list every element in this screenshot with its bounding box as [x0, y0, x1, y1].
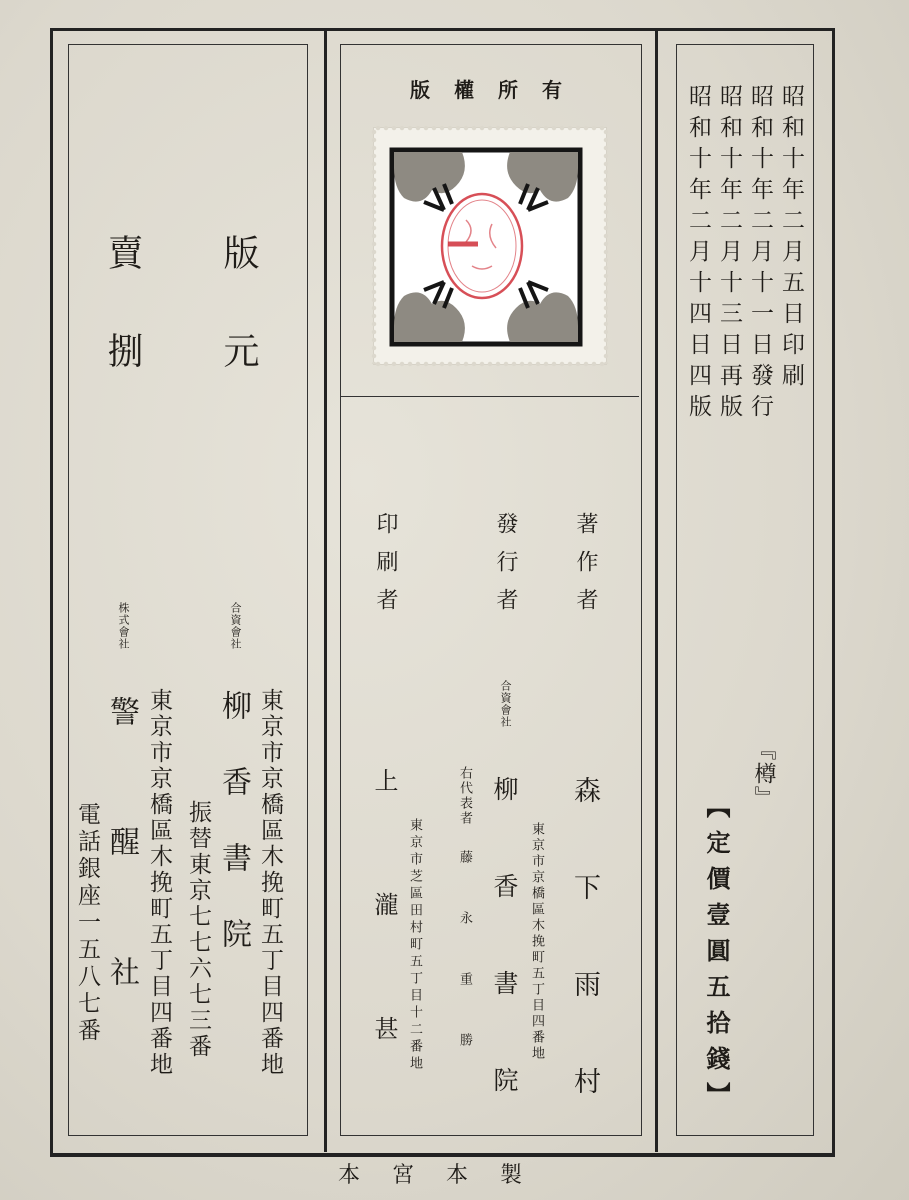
issuer-type: 合資會社	[499, 680, 512, 728]
issuer-label: 發行者	[493, 512, 518, 626]
issue-date-1: 昭和十年二月五日印刷	[778, 84, 804, 394]
issue-date-2: 昭和十年二月十一日發行	[747, 84, 773, 425]
printer-address: 東京市芝區田村町五丁目十二番地	[407, 818, 422, 1073]
publisher-account: 振替東京七七六七三番	[185, 800, 211, 1060]
printer-name: 上瀧甚	[370, 768, 398, 1140]
issuer-address: 東京市京橋區木挽町五丁目四番地	[529, 822, 544, 1062]
book-price: 【定價壹圓五拾錢】	[702, 794, 731, 1118]
distributor-type: 株式會社	[117, 602, 130, 650]
book-title: 『樽』	[751, 738, 776, 810]
binder-credit: 本宮本製	[338, 1163, 555, 1188]
author-name: 森下雨村	[569, 776, 600, 1164]
distributor-phone: 電話銀座一五八七番	[74, 802, 100, 1045]
representative-label: 右代表者	[457, 766, 472, 826]
author-label: 著作者	[573, 512, 598, 626]
center-divider	[341, 396, 639, 397]
distributor-name: 警醒社	[104, 696, 139, 1086]
issue-dates	[686, 84, 802, 444]
publisher-type: 合資會社	[229, 602, 242, 650]
distributor-address: 東京市京橋區木挽町五丁目四番地	[146, 688, 172, 1078]
printer-label: 印刷者	[373, 512, 398, 626]
publisher-label: 版元	[218, 234, 259, 430]
stamp-artwork	[374, 128, 606, 364]
copyright-notice: 版權所有	[410, 78, 586, 102]
divider-right	[655, 30, 658, 1152]
issuer-name: 柳香書院	[490, 776, 519, 1164]
issue-date-4: 昭和十年二月十四日四版	[685, 84, 711, 425]
publisher-name: 柳香書院	[216, 690, 251, 994]
distributor-label: 賣捌	[102, 234, 143, 430]
publisher-address: 東京市京橋區木挽町五丁目四番地	[257, 688, 283, 1078]
revenue-stamp	[374, 128, 606, 364]
issue-date-3: 昭和十年二月十三日再版	[716, 84, 742, 425]
divider-left	[324, 30, 327, 1152]
representative-name: 藤永重勝	[457, 850, 472, 1094]
